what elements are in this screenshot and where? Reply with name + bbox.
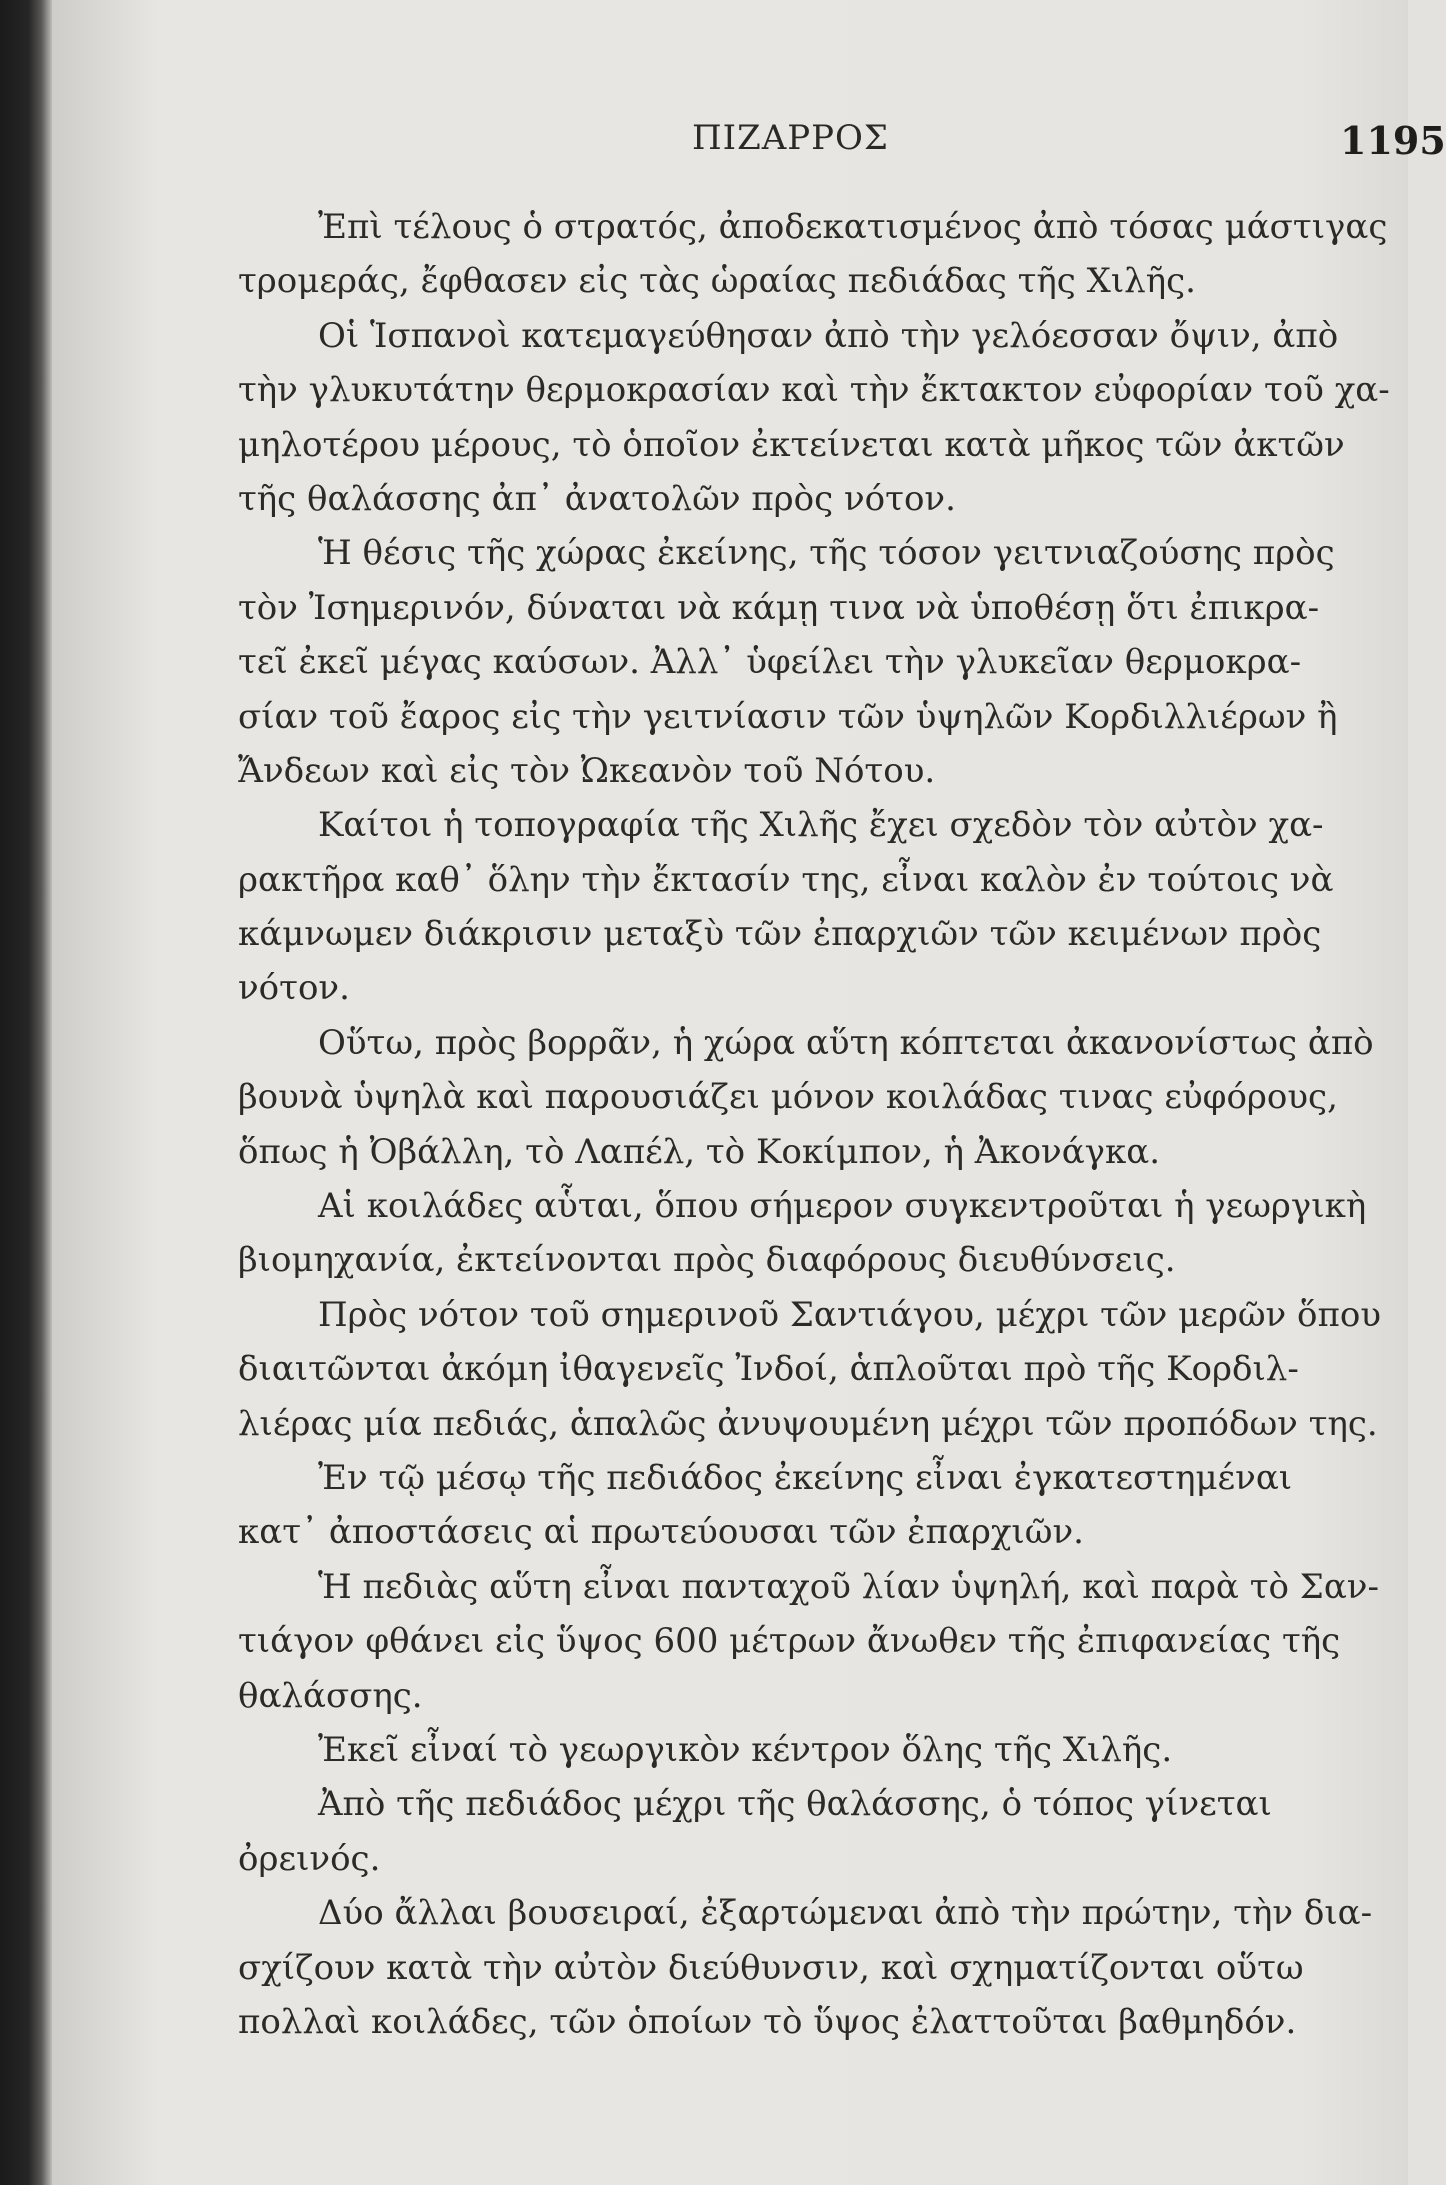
text-line: νότον. [238, 968, 350, 1009]
text-line: Ἐπὶ τέλους ὁ στρατός, ἀποδεκατισμένος ἀπὸ τόσας μάστιγας [318, 207, 1388, 247]
text-line: μηλοτέρου μέρους, τὸ ὁποῖον ἐκτείνεται κατὰ μῆκος τῶν ἀκτῶν [238, 424, 1345, 465]
text-line: Καίτοι ἡ τοπογραφία τῆς Χιλῆς ἔχει σχεδὸν τὸν αὐτὸν χα- [318, 805, 1324, 846]
text-line: Οὕτω, πρὸς βορρᾶν, ἡ χώρα αὕτη κόπτεται ἀκανονίστως ἀπὸ [318, 1022, 1374, 1063]
text-line: Ἄνδεων καὶ εἰς τὸν Ὠκεανὸν τοῦ Νότου. [238, 750, 936, 791]
text-line: τρομεράς, ἔφθασεν εἰς τὰς ὡραίας πεδιάδας τῆς Χιλῆς. [238, 261, 1196, 302]
text-line: Δύο ἄλλαι βουσειραί, ἐξαρτώμεναι ἀπὸ τὴν πρώτην, τὴν δια- [318, 1893, 1373, 1934]
running-title: ΠΙΖΑΡΡΟΣ [692, 118, 889, 158]
text-line: κατ᾽ ἀποστάσεις αἱ πρωτεύουσαι τῶν ἐπαρχιῶν. [238, 1512, 1084, 1553]
text-line: Ἐν τῷ μέσῳ τῆς πεδιάδος ἐκείνης εἶναι ἐγκατεστημέναι [318, 1457, 1293, 1498]
text-line: πολλαὶ κοιλάδες, τῶν ὁποίων τὸ ὕψος ἐλαττοῦται βαθμηδόν. [238, 2001, 1297, 2042]
text-line: ρακτῆρα καθ᾽ ὅλην τὴν ἔκτασίν της, εἶναι καλὸν ἐν τούτοις νὰ [238, 859, 1334, 900]
book-page [52, 0, 1446, 2185]
text-line: τεῖ ἐκεῖ μέγας καύσων. Ἀλλ᾽ ὑφείλει τὴν γλυκεῖαν θερμοκρα- [238, 642, 1302, 683]
text-line: Αἱ κοιλάδες αὗται, ὅπου σήμερον συγκεντροῦται ἡ γεωργικὴ [318, 1186, 1367, 1227]
text-line: ὅπως ἡ Ὀβάλλη, τὸ Λαπέλ, τὸ Κοκίμπον, ἡ Ἀκονάγκα. [238, 1131, 1161, 1172]
book-gutter-shadow [0, 0, 52, 2185]
text-line: σχίζουν κατὰ τὴν αὐτὸν διεύθυνσιν, καὶ σχηματίζονται οὕτω [238, 1947, 1304, 1988]
text-line: θαλάσσης. [238, 1675, 423, 1716]
text-line: βουνὰ ὑψηλὰ καὶ παρουσιάζει μόνον κοιλάδας τινας εὐφόρους, [238, 1077, 1338, 1118]
text-body [238, 200, 1418, 2049]
text-line: Οἱ Ἱσπανοὶ κατεμαγεύθησαν ἀπὸ τὴν γελόεσσαν ὄψιν, ἀπὸ [318, 315, 1339, 356]
text-line: τὸν Ἰσημερινόν, δύναται νὰ κάμῃ τινα νὰ ὑποθέσῃ ὅτι ἐπικρα- [238, 587, 1320, 628]
text-line: ὀρεινός. [238, 1838, 381, 1879]
text-line: σίαν τοῦ ἔαρος εἰς τὴν γειτνίασιν τῶν ὑψηλῶν Κορδιλλιέρων ἢ [238, 696, 1338, 737]
text-line: τιάγον φθάνει εἰς ὕψος 600 μέτρων ἄνωθεν τῆς ἐπιφανείας τῆς [238, 1621, 1341, 1662]
text-line: κάμνωμεν διάκρισιν μεταξὺ τῶν ἐπαρχιῶν τῶν κειμένων πρὸς [238, 914, 1322, 955]
text-line: τῆς θαλάσσης ἀπ᾽ ἀνατολῶν πρὸς νότον. [238, 478, 956, 519]
text-line: Ἡ θέσις τῆς χώρας ἐκείνης, τῆς τόσον γειτνιαζούσης πρὸς [318, 533, 1335, 574]
text-line: βιομηχανία, ἐκτείνονται πρὸς διαφόρους διευθύνσεις. [238, 1240, 1176, 1281]
text-line: τὴν γλυκυτάτην θερμοκρασίαν καὶ τὴν ἔκτακτον εὐφορίαν τοῦ χα- [238, 370, 1390, 411]
page-number: 1195 [1340, 118, 1446, 163]
text-line: Πρὸς νότον τοῦ σημερινοῦ Σαντιάγου, μέχρι τῶν μερῶν ὅπου [318, 1294, 1381, 1335]
text-line: Ἐκεῖ εἶναί τὸ γεωργικὸν κέντρον ὅλης τῆς Χιλῆς. [318, 1729, 1173, 1770]
text-line: Ἀπὸ τῆς πεδιάδος μέχρι τῆς θαλάσσης, ὁ τόπος γίνεται [318, 1784, 1272, 1825]
text-line: λιέρας μία πεδιάς, ἁπαλῶς ἀνυψουμένη μέχρι τῶν προπόδων της. [238, 1403, 1378, 1444]
text-line: Ἡ πεδιὰς αὕτη εἶναι πανταχοῦ λίαν ὑψηλή, καὶ παρὰ τὸ Σαν- [318, 1566, 1379, 1607]
text-line: διαιτῶνται ἀκόμη ἰθαγενεῖς Ἰνδοί, ἁπλοῦται πρὸ τῆς Κορδιλ- [238, 1349, 1299, 1390]
